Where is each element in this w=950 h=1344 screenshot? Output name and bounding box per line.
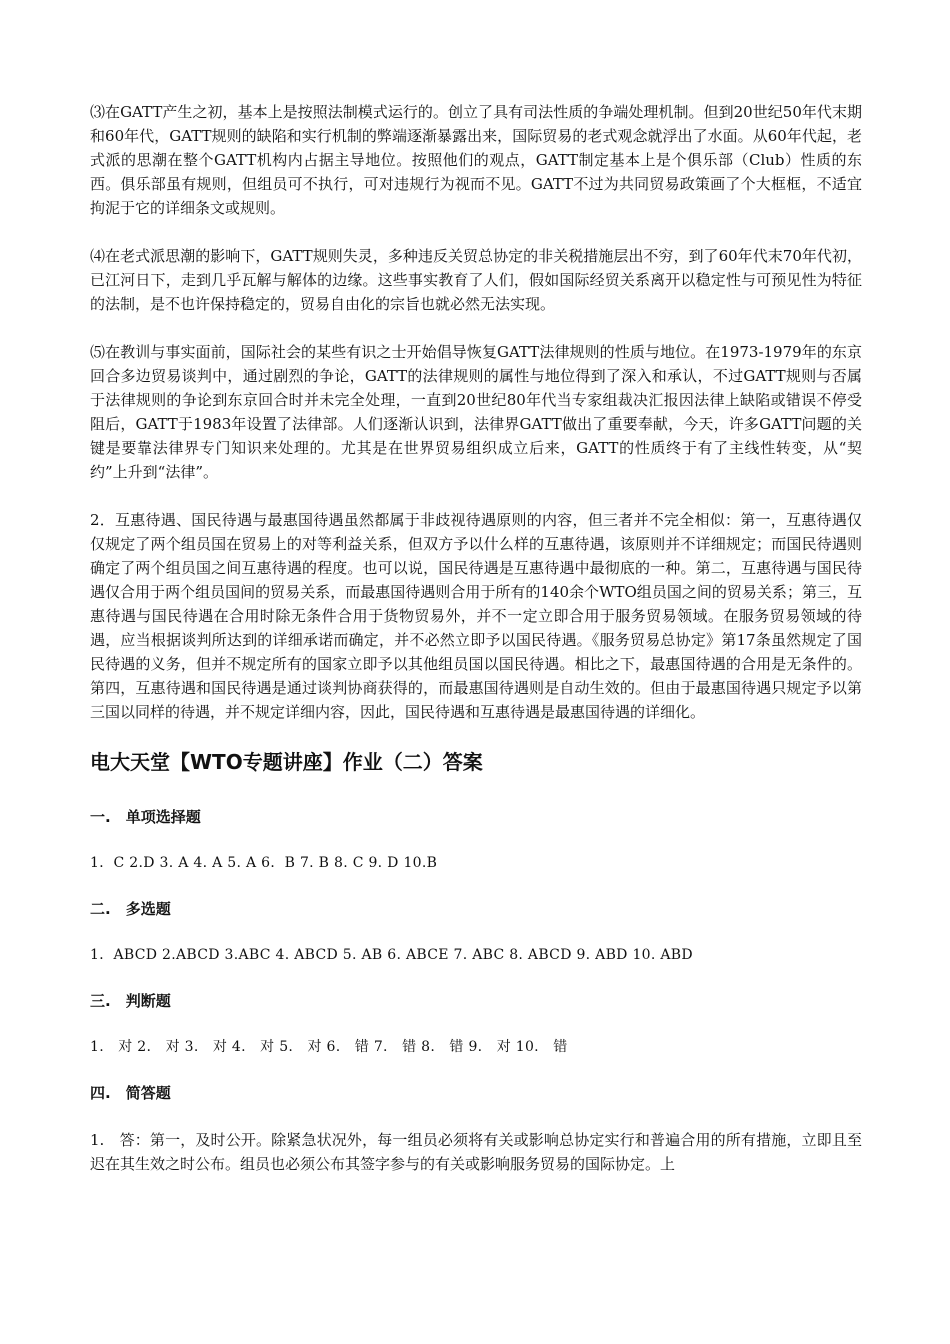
true-false-heading: 三. 判断题 [90, 992, 171, 1010]
single-choice-answers: 1．C 2.D 3. A 4. A 5. A 6．B 7. B 8. C 9. D 10.B [90, 855, 438, 871]
paragraph-treatment-comparison: 2．互惠待遇、国民待遇与最惠国待遇虽然都属于非歧视待遇原则的内容，但三者并不完全相似：第一，互惠待遇仅仅规定了两个组员国在贸易上的对等利益关系，但双方予以什么样的互惠待遇，该原则并不详细规定；而国民待遇则确定了两个组员国之间互惠待遇的程度。也可以说，国民待遇是互惠待遇中最彻底的一种。第二，互惠待遇与国民待遇仅合用于两个组员国间的贸易关系，而最惠国待遇则合用于所有的140余个WTO组员国之间的贸易关系；第三，互惠待遇与国民待遇在合用时除无条件合用于货物贸易外，并不一定立即合用于服务贸易领域。在服务贸易领域的待遇，应当根据谈判所达到的详细承诺而确定，并不必然立即予以国民待遇。《服务贸易总协定》第17条虽然规定了国民待遇的义务，但并不规定所有的国家立即予以其他组员国以国民待遇。相比之下，最惠国待遇的合用是无条件的。第四，互惠待遇和国民待遇是通过谈判协商获得的，而最惠国待遇则是自动生效的。但由于最惠国待遇只规定予以第三国以同样的待遇，并不规定详细内容，因此，国民待遇和互惠待遇是最惠国待遇的详细化。 [90, 511, 862, 721]
paragraph-gatt-decline: ⑷在老式派思潮的影响下，GATT规则失灵，多种违反关贸总协定的非关税措施层出不穷，到了60年代末70年代初，已江河日下，走到几乎瓦解与解体的边缘。这些事实教育了人们，假如国际经贸关系离开以稳定性与可预见性为特征的法制，是不也许保持稳定的，贸易自由化的宗旨也就必然无法实现。 [90, 247, 862, 313]
short-answer-heading: 四. 简答题 [90, 1084, 171, 1102]
multi-choice-answers: 1．ABCD 2.ABCD 3.ABC 4. ABCD 5. AB 6. ABCE 7. ABC 8. ABCD 9. ABD 10. ABD [90, 947, 693, 963]
true-false-answers: 1. 对 2. 对 3. 对 4. 对 5. 对 6. 错 7. 错 8. 错 9. 对 10. 错 [90, 1039, 568, 1055]
section-title: 电大天堂【WTO专题讲座】作业（二）答案 [90, 750, 483, 774]
multi-choice-heading: 二. 多选题 [90, 900, 171, 918]
short-answer-text: 1. 答：第一，及时公开。除紧急状况外，每一组员必须将有关或影响总协定实行和普遍合用的所有措施，立即且至迟在其生效之时公布。组员也必须公布其签字参与的有关或影响服务贸易的国际协定。上 [90, 1131, 862, 1173]
document-page [90, 100, 862, 1200]
paragraph-gatt-restoration: ⑸在教训与事实面前，国际社会的某些有识之士开始倡导恢复GATT法律规则的性质与地位。在1973-1979年的东京回合多边贸易谈判中，通过剧烈的争论，GATT的法律规则的属性与地位得到了深入和承认，不过GATT规则与否属于法律规则的争论到东京回合时并未完全处理，一直到20世纪80年代当专家组裁决汇报因法律上缺陷或错误不停受阻后，GATT于1983年设置了法律部。人们逐渐认识到，法律界GATT做出了重要奉献，今天，许多GATT问题的关键是要靠法律界专门知识来处理的。尤其是在世界贸易组织成立后来，GATT的性质终于有了主线性转变，从“契约”上升到“法律”。 [90, 343, 862, 481]
paragraph-gatt-origin: ⑶在GATT产生之初，基本上是按照法制模式运行的。创立了具有司法性质的争端处理机制。但到20世纪50年代末期和60年代，GATT规则的缺陷和实行机制的弊端逐渐暴露出来，国际贸易的老式观念就浮出了水面。从60年代起，老式派的思潮在整个GATT机构内占据主导地位。按照他们的观点，GATT制定基本上是个俱乐部（Club）性质的东西。俱乐部虽有规则，但组员可不执行，可对违规行为视而不见。GATT不过为共同贸易政策画了个大框框，不适宜拘泥于它的详细条文或规则。 [90, 103, 862, 217]
single-choice-heading: 一. 单项选择题 [90, 808, 201, 826]
